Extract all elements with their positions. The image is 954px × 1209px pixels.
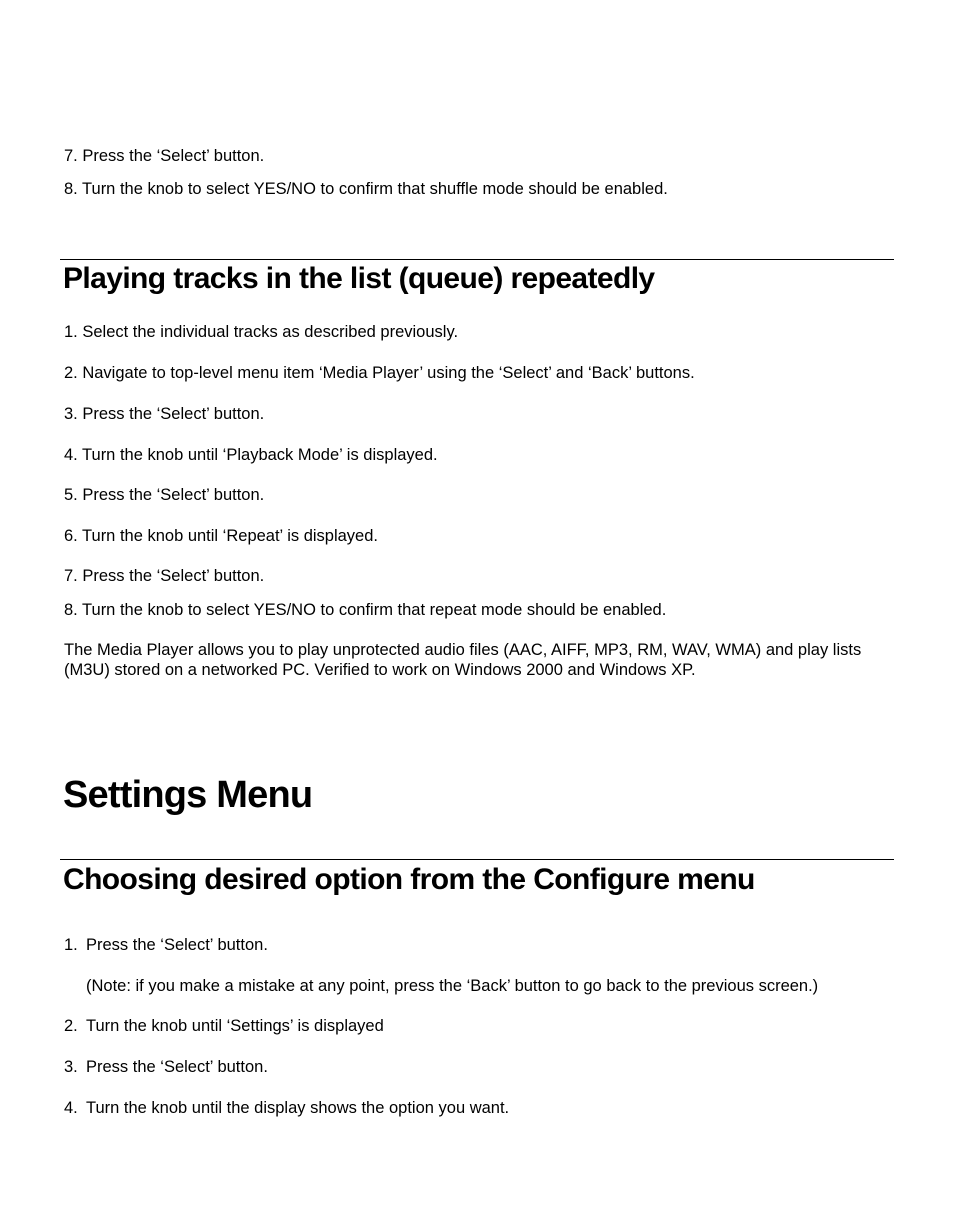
section-divider <box>60 859 894 860</box>
configure-note: (Note: if you make a mistake at any point, press the ‘Back’ button to go back to the previous screen.) <box>86 977 819 995</box>
repeat-step-1: 1. Select the individual tracks as described previously. <box>64 323 459 341</box>
repeat-step-7: 7. Press the ‘Select’ button. <box>64 567 265 585</box>
media-player-note: The Media Player allows you to play unprotected audio files (AAC, AIFF, MP3, RM, WAV, WMA) and play lists (M3U) stored on a networked PC. Verified to work on Windows 2000 and Windows XP. <box>64 641 862 679</box>
section-heading-configure: Choosing desired option from the Configure menu <box>63 863 755 896</box>
configure-step-4-number: 4. <box>64 1099 78 1117</box>
repeat-step-3: 3. Press the ‘Select’ button. <box>64 405 265 423</box>
configure-step-2: Turn the knob until ‘Settings’ is displayed <box>86 1017 384 1035</box>
configure-step-1-number: 1. <box>64 936 78 954</box>
configure-step-2-number: 2. <box>64 1017 78 1035</box>
page-title-settings-menu: Settings Menu <box>63 774 313 816</box>
configure-step-4: Turn the knob until the display shows the option you want. <box>86 1099 510 1117</box>
section-divider <box>60 259 894 260</box>
section-heading-repeat: Playing tracks in the list (queue) repeatedly <box>63 262 655 295</box>
step-8-shuffle: 8. Turn the knob to select YES/NO to confirm that shuffle mode should be enabled. <box>64 180 668 198</box>
configure-step-3: Press the ‘Select’ button. <box>86 1058 268 1076</box>
repeat-step-8: 8. Turn the knob to select YES/NO to confirm that repeat mode should be enabled. <box>64 601 667 619</box>
repeat-step-4: 4. Turn the knob until ‘Playback Mode’ is displayed. <box>64 446 438 464</box>
repeat-step-6: 6. Turn the knob until ‘Repeat’ is displayed. <box>64 527 378 545</box>
configure-step-1: Press the ‘Select’ button. <box>86 936 268 954</box>
repeat-step-5: 5. Press the ‘Select’ button. <box>64 486 265 504</box>
configure-step-3-number: 3. <box>64 1058 78 1076</box>
repeat-step-2: 2. Navigate to top-level menu item ‘Media Player’ using the ‘Select’ and ‘Back’ buttons. <box>64 364 695 382</box>
step-7-shuffle: 7. Press the ‘Select’ button. <box>64 147 265 165</box>
